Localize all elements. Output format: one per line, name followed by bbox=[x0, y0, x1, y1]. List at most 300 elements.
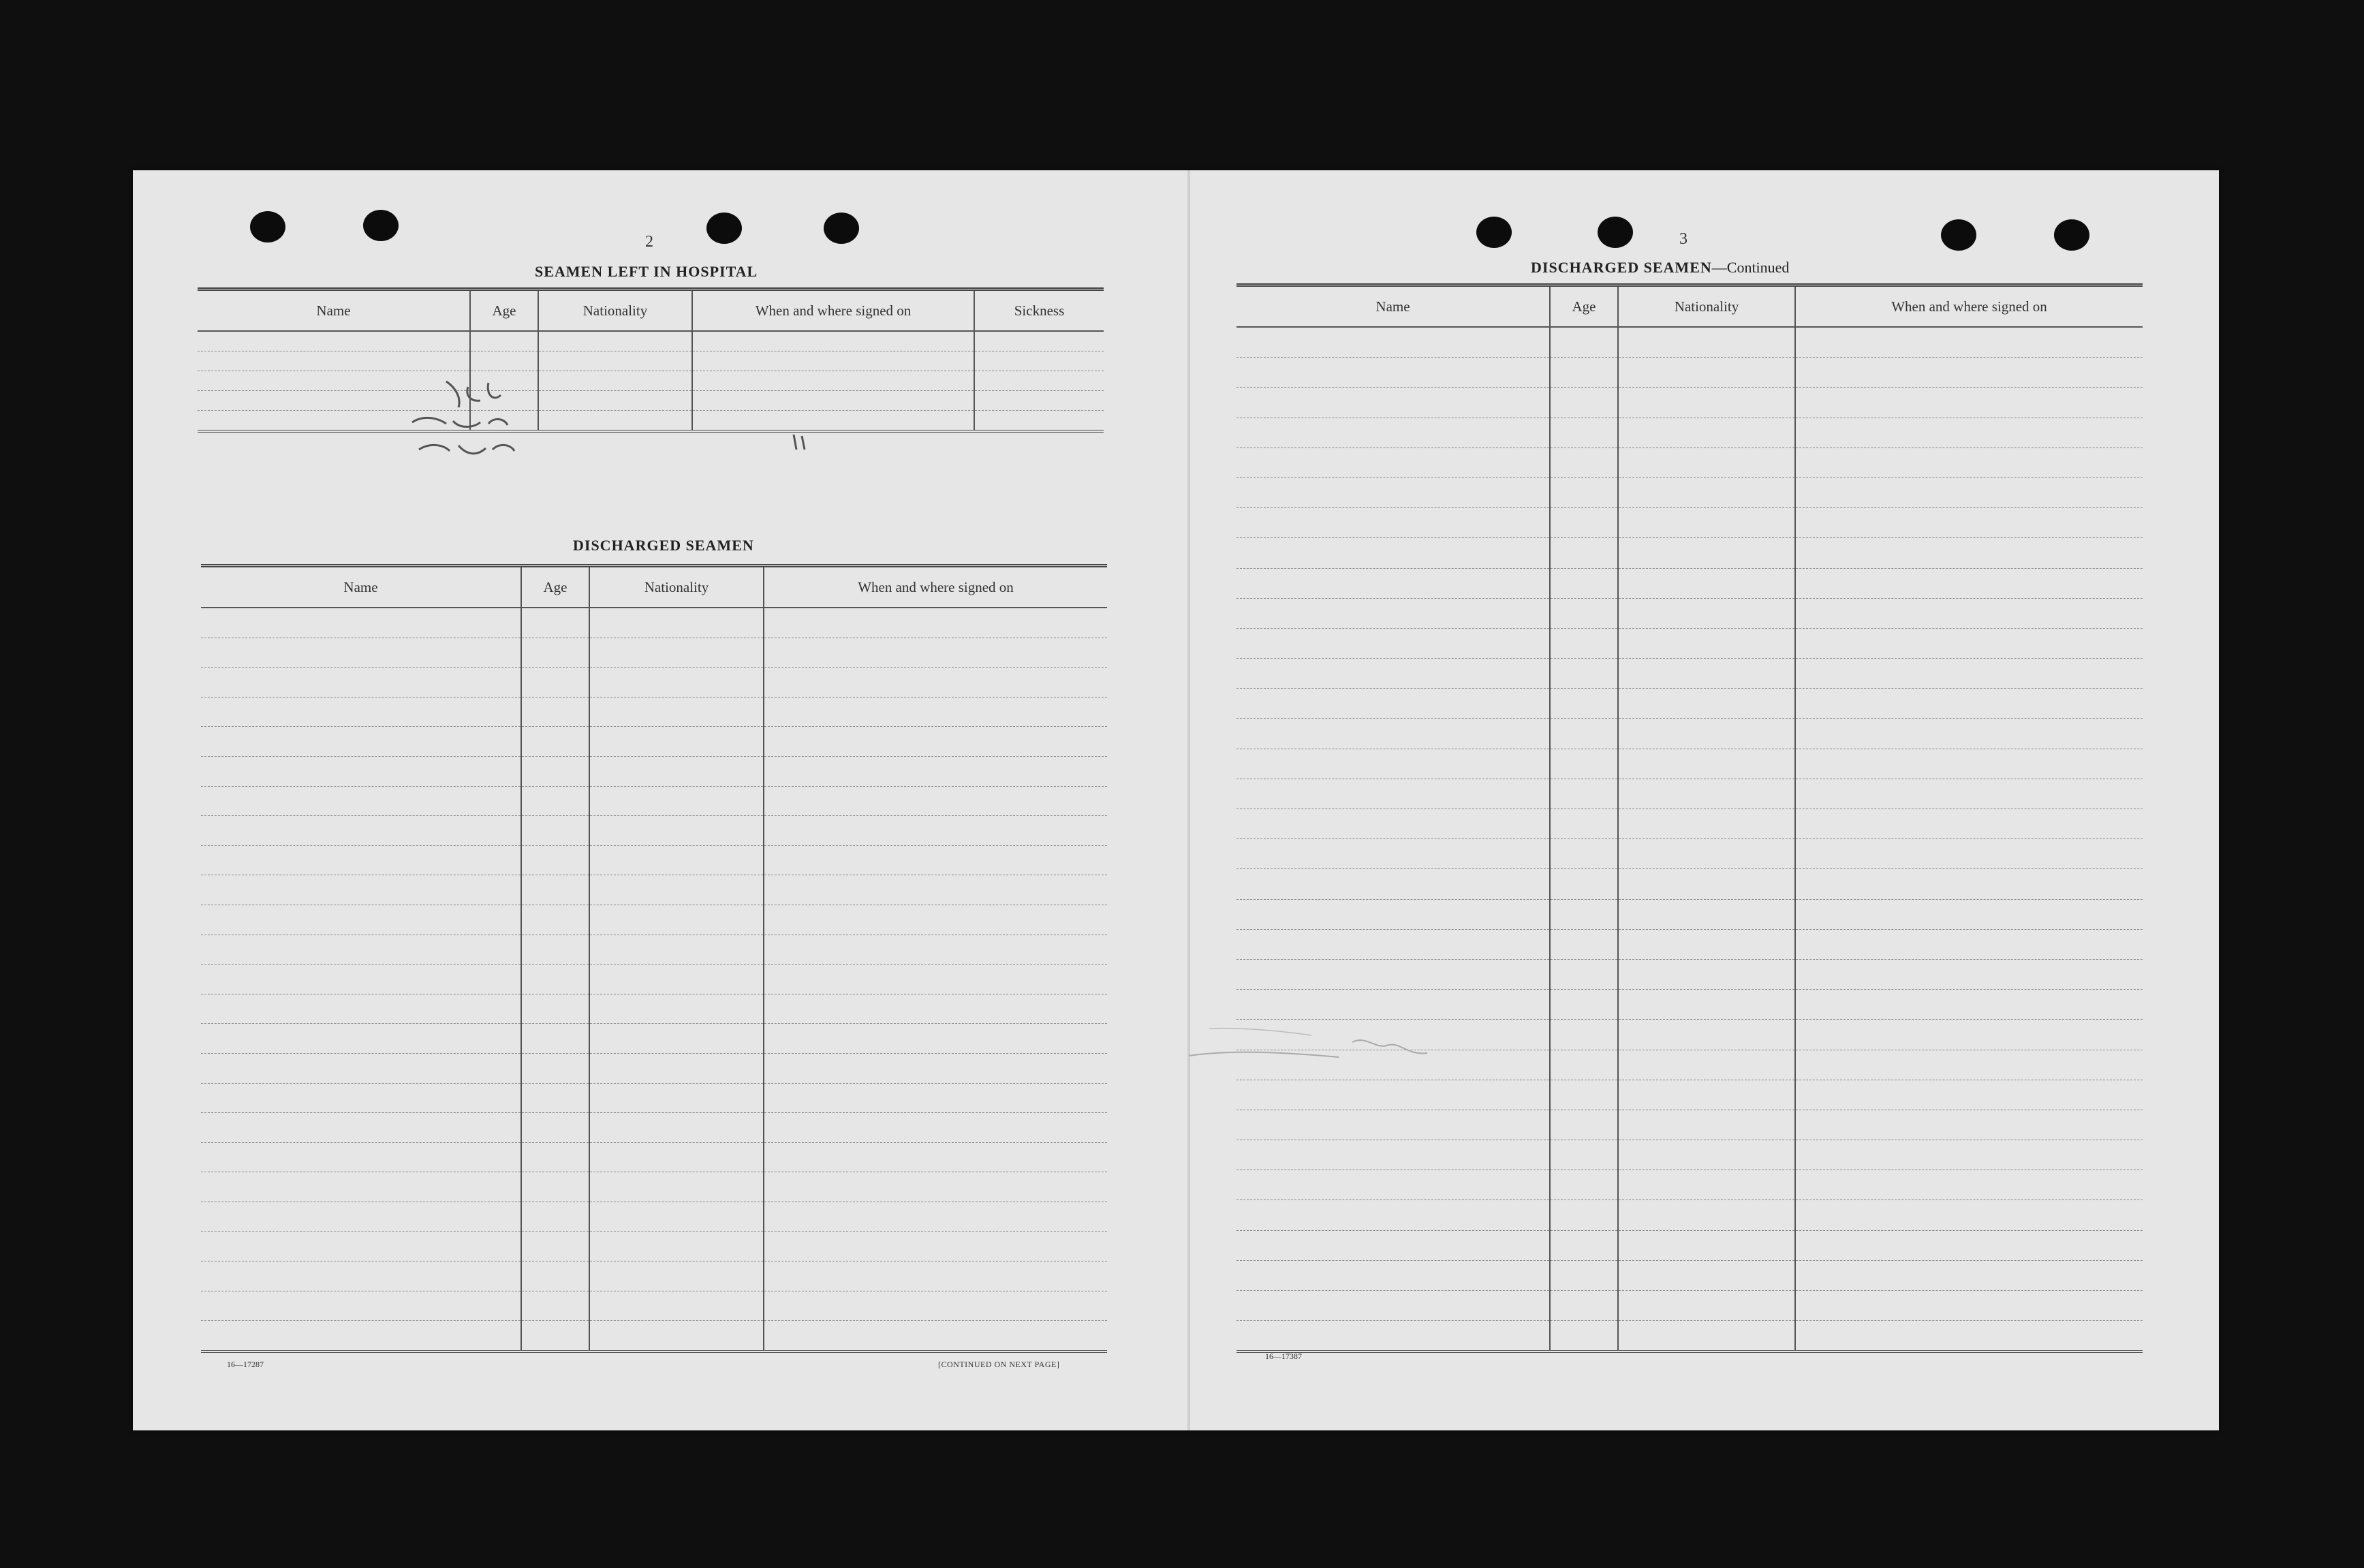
hospital-column-header: Sickness bbox=[974, 289, 1104, 332]
page-number-right: 3 bbox=[1679, 230, 1688, 248]
hospital-header-row bbox=[198, 289, 1104, 332]
table-cell bbox=[589, 1321, 764, 1351]
table-cell bbox=[764, 994, 1107, 1024]
table-row bbox=[1237, 749, 2143, 779]
table-cell bbox=[198, 331, 470, 351]
table-cell bbox=[198, 351, 470, 371]
table-cell bbox=[1618, 477, 1795, 507]
table-cell bbox=[521, 845, 589, 875]
handwriting-mark bbox=[787, 429, 814, 456]
table-cell bbox=[1795, 1230, 2143, 1260]
table-cell bbox=[1550, 508, 1618, 538]
table-cell bbox=[521, 1291, 589, 1321]
table-cell bbox=[1795, 568, 2143, 598]
punch-hole bbox=[2054, 219, 2089, 251]
table-row bbox=[1237, 659, 2143, 689]
table-cell bbox=[589, 1053, 764, 1083]
table-cell bbox=[1795, 899, 2143, 929]
table-cell bbox=[1550, 388, 1618, 418]
table-cell bbox=[1618, 1230, 1795, 1260]
table-cell bbox=[521, 1024, 589, 1054]
table-row bbox=[201, 816, 1107, 846]
table-cell bbox=[1237, 809, 1550, 839]
hospital-column-header: When and where signed on bbox=[692, 289, 974, 332]
table-cell bbox=[521, 1083, 589, 1113]
table-cell bbox=[1550, 719, 1618, 749]
table-cell bbox=[1618, 568, 1795, 598]
table-row bbox=[201, 1261, 1107, 1291]
table-row bbox=[201, 1172, 1107, 1202]
table-cell bbox=[1550, 538, 1618, 568]
table-cell bbox=[1795, 779, 2143, 809]
table-cell bbox=[589, 786, 764, 816]
table-row bbox=[1237, 1321, 2143, 1352]
table-cell bbox=[764, 1202, 1107, 1232]
table-cell bbox=[589, 668, 764, 697]
discharged-continued-suffix: —Continued bbox=[1711, 259, 1790, 276]
table-row bbox=[1237, 719, 2143, 749]
table-cell bbox=[764, 786, 1107, 816]
table-cell bbox=[1618, 388, 1795, 418]
table-cell bbox=[521, 1202, 589, 1232]
table-cell bbox=[201, 1261, 521, 1291]
table-cell bbox=[201, 1053, 521, 1083]
table-cell bbox=[589, 1172, 764, 1202]
table-cell bbox=[470, 351, 538, 371]
table-cell bbox=[764, 697, 1107, 727]
table-cell bbox=[201, 786, 521, 816]
table-row bbox=[1237, 899, 2143, 929]
table-cell bbox=[1618, 839, 1795, 869]
table-row bbox=[1237, 1291, 2143, 1321]
punch-hole bbox=[1476, 217, 1512, 248]
punch-hole bbox=[706, 213, 742, 244]
table-cell bbox=[1550, 477, 1618, 507]
table-cell bbox=[1795, 839, 2143, 869]
table-cell bbox=[589, 1083, 764, 1113]
table-cell bbox=[974, 351, 1104, 371]
punch-hole bbox=[1598, 217, 1633, 248]
table-cell bbox=[1618, 990, 1795, 1020]
table-cell bbox=[764, 1113, 1107, 1143]
table-cell bbox=[201, 994, 521, 1024]
table-cell bbox=[1550, 1321, 1618, 1352]
table-cell bbox=[1618, 959, 1795, 989]
table-cell bbox=[1550, 1080, 1618, 1110]
table-cell bbox=[1550, 358, 1618, 388]
table-cell bbox=[521, 965, 589, 994]
table-cell bbox=[521, 935, 589, 965]
table-cell bbox=[1795, 749, 2143, 779]
continued-on-next-page-note: [CONTINUED ON NEXT PAGE] bbox=[938, 1360, 1060, 1369]
table-cell bbox=[1550, 568, 1618, 598]
table-cell bbox=[1795, 327, 2143, 358]
table-cell bbox=[538, 411, 692, 432]
table-cell bbox=[201, 727, 521, 757]
table-cell bbox=[201, 1172, 521, 1202]
table-cell bbox=[589, 994, 764, 1024]
table-cell bbox=[1795, 388, 2143, 418]
table-cell bbox=[1795, 1291, 2143, 1321]
table-cell bbox=[201, 1142, 521, 1172]
punch-hole bbox=[824, 213, 859, 244]
table-cell bbox=[1550, 929, 1618, 959]
table-cell bbox=[764, 1024, 1107, 1054]
table-cell bbox=[1618, 809, 1795, 839]
discharged-continued-table bbox=[1237, 283, 2143, 1353]
table-row bbox=[198, 351, 1104, 371]
table-cell bbox=[1618, 929, 1795, 959]
table-cell bbox=[1237, 628, 1550, 658]
table-cell bbox=[1237, 899, 1550, 929]
table-cell bbox=[1618, 1020, 1795, 1050]
table-cell bbox=[521, 756, 589, 786]
table-cell bbox=[201, 1024, 521, 1054]
table-cell bbox=[1618, 1050, 1795, 1080]
table-row bbox=[201, 905, 1107, 935]
table-cell bbox=[974, 391, 1104, 411]
table-row bbox=[201, 608, 1107, 638]
table-cell bbox=[589, 905, 764, 935]
table-cell bbox=[1550, 1200, 1618, 1230]
table-row bbox=[1237, 598, 2143, 628]
table-cell bbox=[1795, 538, 2143, 568]
table-cell bbox=[1795, 719, 2143, 749]
table-cell bbox=[1237, 689, 1550, 719]
table-cell bbox=[1795, 1170, 2143, 1200]
table-cell bbox=[1618, 448, 1795, 477]
table-cell bbox=[764, 638, 1107, 668]
table-cell bbox=[1618, 689, 1795, 719]
table-cell bbox=[1237, 659, 1550, 689]
punch-hole bbox=[1941, 219, 1976, 251]
table-cell bbox=[1618, 899, 1795, 929]
table-cell bbox=[521, 994, 589, 1024]
discharged-column-header: Age bbox=[521, 566, 589, 608]
continued-column-header: Age bbox=[1550, 285, 1618, 328]
continued-header-row bbox=[1237, 285, 2143, 328]
faint-signature-mark bbox=[1182, 1008, 1468, 1097]
table-cell bbox=[538, 371, 692, 391]
continued-column-header: Nationality bbox=[1618, 285, 1795, 328]
page-number-left: 2 bbox=[645, 233, 653, 251]
table-cell bbox=[521, 905, 589, 935]
table-cell bbox=[1795, 1050, 2143, 1080]
table-cell bbox=[974, 331, 1104, 351]
table-cell bbox=[1618, 1321, 1795, 1352]
table-row bbox=[201, 786, 1107, 816]
table-cell bbox=[1550, 959, 1618, 989]
table-cell bbox=[1795, 959, 2143, 989]
table-cell bbox=[201, 756, 521, 786]
table-cell bbox=[538, 391, 692, 411]
table-row bbox=[1237, 1230, 2143, 1260]
table-cell bbox=[201, 1291, 521, 1321]
table-cell bbox=[1795, 418, 2143, 448]
table-cell bbox=[1618, 1080, 1795, 1110]
table-cell bbox=[589, 1024, 764, 1054]
form-number-right: 16—17387 bbox=[1265, 1351, 1302, 1361]
table-row bbox=[201, 1083, 1107, 1113]
table-cell bbox=[1237, 1110, 1550, 1140]
table-cell bbox=[1618, 719, 1795, 749]
table-cell bbox=[1237, 869, 1550, 899]
discharged-continued-title-main: DISCHARGED SEAMEN bbox=[1531, 259, 1712, 276]
table-cell bbox=[1618, 779, 1795, 809]
table-cell bbox=[1237, 477, 1550, 507]
table-cell bbox=[1795, 1020, 2143, 1050]
table-row bbox=[201, 994, 1107, 1024]
table-cell bbox=[521, 1113, 589, 1143]
table-cell bbox=[1795, 448, 2143, 477]
table-cell bbox=[1795, 1140, 2143, 1170]
table-cell bbox=[764, 935, 1107, 965]
table-row bbox=[201, 727, 1107, 757]
continued-column-header: When and where signed on bbox=[1795, 285, 2143, 328]
hospital-column-header: Age bbox=[470, 289, 538, 332]
table-row bbox=[1237, 869, 2143, 899]
table-cell bbox=[764, 1142, 1107, 1172]
punch-hole bbox=[363, 210, 399, 241]
table-cell bbox=[764, 727, 1107, 757]
table-cell bbox=[1618, 1170, 1795, 1200]
table-cell bbox=[521, 875, 589, 905]
table-cell bbox=[764, 1261, 1107, 1291]
table-cell bbox=[1550, 869, 1618, 899]
table-cell bbox=[201, 1083, 521, 1113]
discharged-column-header: Nationality bbox=[589, 566, 764, 608]
table-row bbox=[1237, 418, 2143, 448]
table-cell bbox=[1618, 418, 1795, 448]
table-cell bbox=[521, 786, 589, 816]
table-cell bbox=[1795, 990, 2143, 1020]
table-cell bbox=[1550, 749, 1618, 779]
table-cell bbox=[1618, 358, 1795, 388]
table-cell bbox=[1795, 1200, 2143, 1230]
discharged-continued-title bbox=[1531, 259, 1789, 277]
table-cell bbox=[1237, 929, 1550, 959]
table-row bbox=[201, 1142, 1107, 1172]
table-cell bbox=[1550, 659, 1618, 689]
table-cell bbox=[201, 1232, 521, 1261]
table-cell bbox=[521, 1321, 589, 1351]
table-cell bbox=[589, 845, 764, 875]
table-row bbox=[1237, 1140, 2143, 1170]
table-cell bbox=[521, 668, 589, 697]
table-cell bbox=[764, 1172, 1107, 1202]
table-cell bbox=[201, 905, 521, 935]
table-row bbox=[201, 1291, 1107, 1321]
table-cell bbox=[1618, 598, 1795, 628]
table-row bbox=[201, 935, 1107, 965]
table-cell bbox=[1237, 598, 1550, 628]
table-cell bbox=[470, 331, 538, 351]
table-cell bbox=[1795, 598, 2143, 628]
form-number-left: 16—17287 bbox=[227, 1360, 264, 1369]
table-cell bbox=[589, 1261, 764, 1291]
table-cell bbox=[1795, 1080, 2143, 1110]
table-cell bbox=[1550, 779, 1618, 809]
table-cell bbox=[1237, 719, 1550, 749]
table-cell bbox=[521, 1232, 589, 1261]
handwriting-mark bbox=[310, 375, 528, 477]
table-cell bbox=[692, 351, 974, 371]
table-cell bbox=[1550, 990, 1618, 1020]
table-row bbox=[1237, 538, 2143, 568]
table-cell bbox=[201, 845, 521, 875]
discharged-header-row bbox=[201, 566, 1107, 608]
table-row bbox=[198, 331, 1104, 351]
table-cell bbox=[1550, 1260, 1618, 1290]
table-cell bbox=[589, 935, 764, 965]
document-sheet bbox=[133, 170, 2219, 1430]
table-cell bbox=[1550, 1170, 1618, 1200]
table-cell bbox=[1237, 1260, 1550, 1290]
table-cell bbox=[521, 1142, 589, 1172]
table-row bbox=[1237, 508, 2143, 538]
table-cell bbox=[1237, 1140, 1550, 1170]
table-row bbox=[1237, 1200, 2143, 1230]
table-cell bbox=[201, 608, 521, 638]
table-row bbox=[201, 1024, 1107, 1054]
table-row bbox=[1237, 388, 2143, 418]
table-cell bbox=[764, 905, 1107, 935]
table-cell bbox=[764, 1232, 1107, 1261]
discharged-column-header: When and where signed on bbox=[764, 566, 1107, 608]
table-cell bbox=[1795, 508, 2143, 538]
table-cell bbox=[589, 1291, 764, 1321]
table-cell bbox=[1550, 598, 1618, 628]
table-cell bbox=[589, 816, 764, 846]
table-row bbox=[1237, 628, 2143, 658]
table-cell bbox=[764, 1321, 1107, 1351]
page-fold bbox=[1187, 170, 1190, 1430]
table-cell bbox=[764, 1291, 1107, 1321]
table-row bbox=[201, 756, 1107, 786]
table-row bbox=[201, 638, 1107, 668]
table-cell bbox=[201, 965, 521, 994]
table-cell bbox=[1237, 959, 1550, 989]
table-row bbox=[201, 1053, 1107, 1083]
table-row bbox=[1237, 809, 2143, 839]
table-cell bbox=[1795, 869, 2143, 899]
table-row bbox=[201, 1232, 1107, 1261]
table-cell bbox=[1550, 1291, 1618, 1321]
table-cell bbox=[764, 1083, 1107, 1113]
table-row bbox=[201, 697, 1107, 727]
table-cell bbox=[1237, 327, 1550, 358]
table-cell bbox=[1618, 1200, 1795, 1230]
table-cell bbox=[1618, 1291, 1795, 1321]
table-cell bbox=[764, 875, 1107, 905]
table-cell bbox=[1795, 689, 2143, 719]
table-cell bbox=[764, 816, 1107, 846]
table-row bbox=[201, 845, 1107, 875]
table-cell bbox=[1795, 477, 2143, 507]
table-cell bbox=[1618, 508, 1795, 538]
table-cell bbox=[1550, 628, 1618, 658]
table-cell bbox=[974, 371, 1104, 391]
table-cell bbox=[1618, 1260, 1795, 1290]
table-cell bbox=[589, 1113, 764, 1143]
table-cell bbox=[521, 608, 589, 638]
table-cell bbox=[692, 371, 974, 391]
hospital-section-title: SEAMEN LEFT IN HOSPITAL bbox=[535, 263, 758, 280]
table-cell bbox=[1237, 508, 1550, 538]
table-cell bbox=[1237, 418, 1550, 448]
table-cell bbox=[1237, 1230, 1550, 1260]
table-cell bbox=[1237, 538, 1550, 568]
table-row bbox=[201, 1202, 1107, 1232]
table-cell bbox=[521, 638, 589, 668]
table-cell bbox=[1550, 1050, 1618, 1080]
table-cell bbox=[521, 727, 589, 757]
table-cell bbox=[1550, 809, 1618, 839]
table-row bbox=[201, 1321, 1107, 1351]
table-cell bbox=[1550, 448, 1618, 477]
table-cell bbox=[1550, 689, 1618, 719]
table-cell bbox=[1795, 1260, 2143, 1290]
table-cell bbox=[589, 1142, 764, 1172]
table-cell bbox=[589, 875, 764, 905]
table-cell bbox=[538, 331, 692, 351]
table-cell bbox=[1550, 1140, 1618, 1170]
table-row bbox=[1237, 839, 2143, 869]
table-cell bbox=[1237, 1200, 1550, 1230]
table-cell bbox=[1550, 1110, 1618, 1140]
table-cell bbox=[201, 1321, 521, 1351]
table-cell bbox=[201, 638, 521, 668]
table-row bbox=[1237, 448, 2143, 477]
table-cell bbox=[764, 668, 1107, 697]
table-row bbox=[1237, 689, 2143, 719]
table-cell bbox=[1795, 809, 2143, 839]
table-cell bbox=[764, 1053, 1107, 1083]
table-cell bbox=[1618, 869, 1795, 899]
table-cell bbox=[589, 608, 764, 638]
table-cell bbox=[1795, 929, 2143, 959]
table-row bbox=[201, 1113, 1107, 1143]
hospital-column-header: Name bbox=[198, 289, 470, 332]
table-cell bbox=[1550, 899, 1618, 929]
table-cell bbox=[1795, 1110, 2143, 1140]
table-cell bbox=[589, 638, 764, 668]
table-cell bbox=[521, 816, 589, 846]
table-cell bbox=[1618, 1140, 1795, 1170]
table-cell bbox=[1618, 327, 1795, 358]
table-cell bbox=[589, 697, 764, 727]
table-cell bbox=[521, 1172, 589, 1202]
table-cell bbox=[764, 845, 1107, 875]
table-cell bbox=[1550, 418, 1618, 448]
table-cell bbox=[1795, 659, 2143, 689]
table-cell bbox=[1795, 1321, 2143, 1352]
table-cell bbox=[1237, 358, 1550, 388]
table-cell bbox=[1237, 1321, 1550, 1352]
table-row bbox=[201, 668, 1107, 697]
table-cell bbox=[589, 756, 764, 786]
table-row bbox=[1237, 327, 2143, 358]
table-row bbox=[1237, 477, 2143, 507]
table-cell bbox=[1795, 358, 2143, 388]
continued-column-header: Name bbox=[1237, 285, 1550, 328]
table-row bbox=[1237, 779, 2143, 809]
table-cell bbox=[692, 331, 974, 351]
table-cell bbox=[1237, 448, 1550, 477]
table-row bbox=[201, 875, 1107, 905]
table-cell bbox=[521, 1053, 589, 1083]
discharged-table bbox=[201, 564, 1107, 1353]
